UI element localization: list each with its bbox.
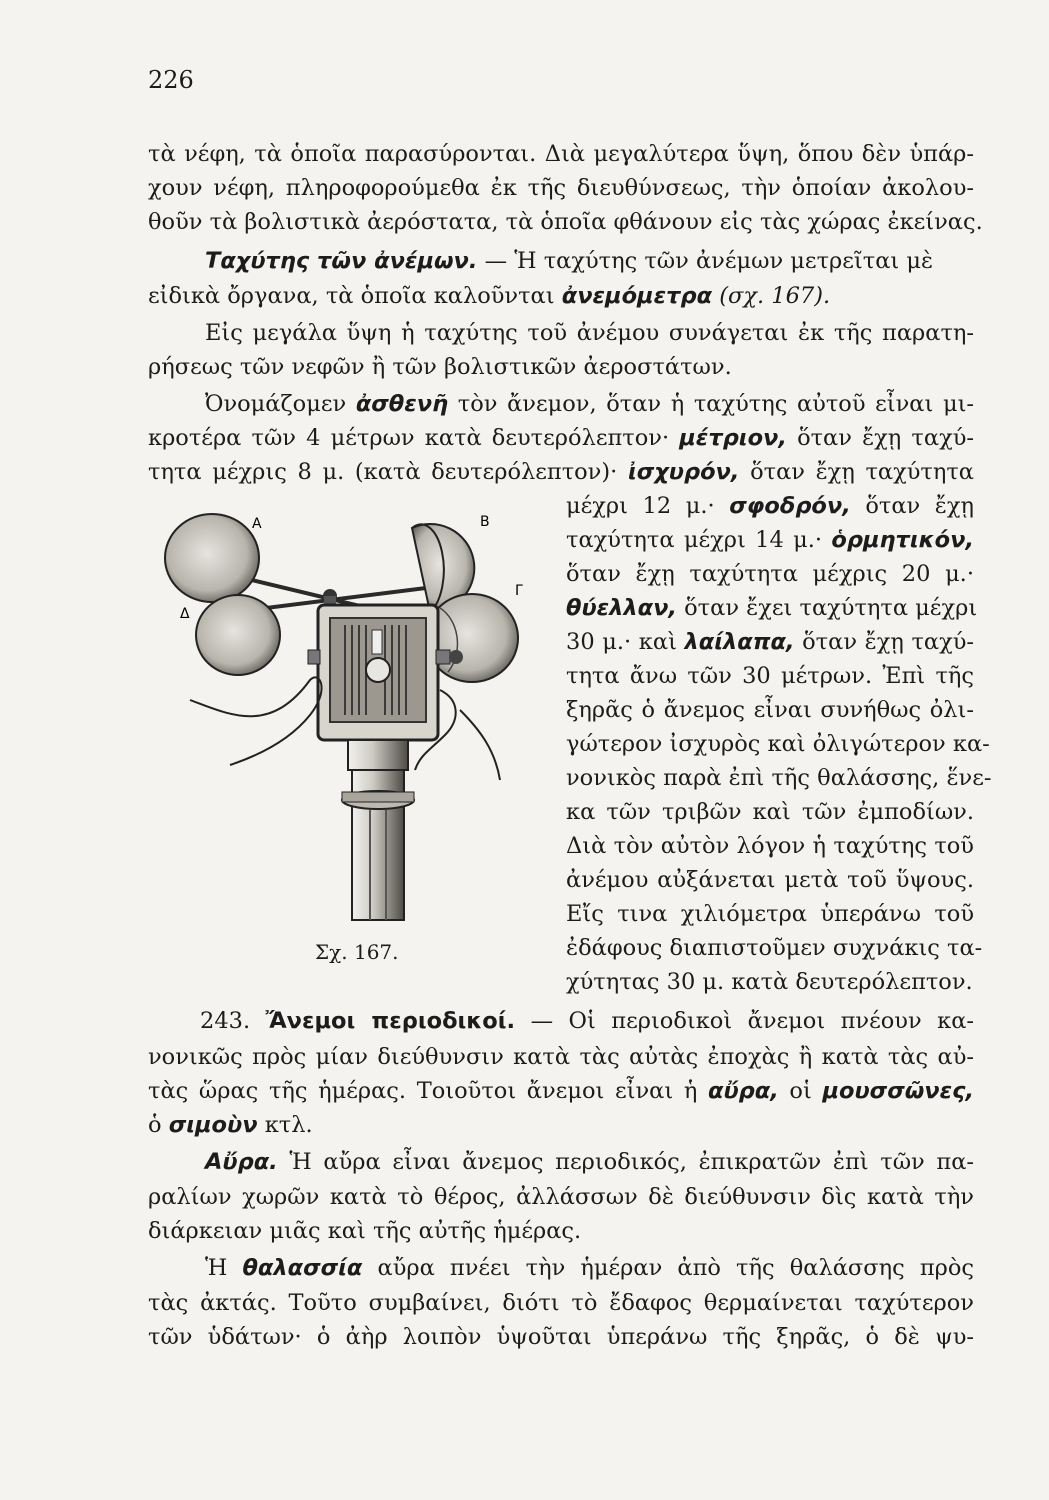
hand-outline (190, 677, 322, 765)
text-span: τὰς ὥρας τῆς ἡμέρας. Τοιοῦτοι ἄνεμοι εἶναι ἡ (148, 1078, 698, 1104)
text-line (566, 525, 974, 555)
anemometer-illustration (160, 500, 560, 940)
term: λαίλαπα, (684, 629, 795, 655)
section-number: 243. (200, 1008, 251, 1034)
text-line: θοῦν τὰ βολιστικὰ ἀερόστατα, τὰ ὁποῖα φθάνουν εἰς τὰς χώρας ἐκείνας. (148, 209, 983, 235)
section-title: Ἄνεμοι περιοδικοί. (265, 1008, 516, 1034)
text-span: τὸν ἄνεμον, ὅταν ἡ ταχύτης αὐτοῦ εἶναι μι- (457, 391, 975, 417)
text-span: ὅταν ἔχει ταχύτητα μέχρι (684, 595, 978, 621)
anemometer-cup (426, 594, 518, 682)
text-line: ξηρᾶς ὁ ἄνεμος εἶναι συνήθως ὀλι- (566, 697, 974, 723)
section-title: Ταχύτης τῶν ἀνέμων. (205, 248, 478, 274)
figure-label-g: Γ (515, 583, 523, 599)
text-line (148, 1110, 974, 1140)
text-line: ἐδάφους διαπιστοῦμεν συχνάκις τα- (566, 935, 983, 961)
term: σφοδρόν, (729, 493, 851, 519)
text-span: τητα μέχρις 8 μ. (κατὰ δευτερόλεπτον)· (148, 459, 618, 485)
text-line: γώτερον ἰσχυρὸς καὶ ὀλιγώτερον κα- (566, 731, 990, 757)
text-line (205, 1253, 974, 1283)
term: ἀσθενῆ (355, 391, 449, 417)
text-span: 30 μ.· καὶ (566, 629, 677, 655)
text-span: κτλ. (264, 1112, 313, 1138)
text-span: ὅταν ἔχῃ (865, 493, 974, 519)
text-line (205, 246, 974, 276)
term: μουσσῶνες, (822, 1078, 975, 1104)
text-line (148, 423, 974, 453)
text-span: Ἡ αὔρα εἶναι ἄνεμος περιοδικός, ἐπικρατῶν ἐπὶ τῶν πα- (289, 1149, 974, 1175)
text-line: κα τῶν τριβῶν καὶ τῶν ἐμποδίων. (566, 799, 974, 825)
text-line (205, 1147, 974, 1177)
term: θαλασσία (242, 1255, 363, 1281)
term: σιμοὺν (168, 1112, 258, 1138)
figure-label-a: Α (252, 516, 262, 532)
text-span: — Οἱ περιοδικοὶ ἄνεμοι πνέουν κα- (530, 1008, 974, 1034)
text-line: τητα ἄνω τῶν 30 μέτρων. Ἐπὶ τῆς (566, 663, 974, 689)
text-line (566, 627, 974, 657)
term: ὁρμητικόν, (831, 527, 974, 553)
text-span: ὅταν ἔχῃ ταχύ- (802, 629, 975, 655)
text-span: — Ἡ ταχύτης τῶν ἀνέμων μετρεῖται μὲ (484, 248, 934, 274)
term: ἀνεμόμετρα (561, 283, 713, 309)
figure-label-b: Β (480, 514, 490, 530)
text-line: Διὰ τὸν αὐτὸν λόγον ἡ ταχύτης τοῦ (566, 833, 974, 859)
text-line: ρήσεως τῶν νεφῶν ἢ τῶν βολιστικῶν ἀεροστάτων. (148, 354, 732, 380)
text-span: κροτέρα τῶν 4 μέτρων κατὰ δευτερόλεπτον· (148, 425, 670, 451)
text-line (148, 281, 974, 311)
term: μέτριον, (679, 425, 787, 451)
term: ἰσχυρόν, (627, 459, 740, 485)
text-line (566, 593, 978, 623)
text-line: τὰ νέφη, τὰ ὁποῖα παρασύρονται. Διὰ μεγαλύτερα ὕψη, ὅπου δὲν ὑπάρ- (148, 141, 974, 167)
text-line: ὅταν ἔχῃ ταχύτητα μέχρις 20 μ.· (566, 561, 974, 587)
figure-caption: Σχ. 167. (315, 940, 399, 964)
text-line: χουν νέφη, πληροφορούμεθα ἐκ τῆς διευθύνσεως, τὴν ὁποίαν ἀκολου- (148, 175, 974, 201)
section-title: Αὔρα. (205, 1149, 278, 1175)
text-line: Εἰς μεγάλα ὕψη ἡ ταχύτης τοῦ ἀνέμου συνάγεται ἐκ τῆς παρατη- (205, 320, 974, 346)
anemometer-cup (165, 514, 259, 602)
text-span: εἰδικὰ ὄργανα, τὰ ὁποῖα καλοῦνται (148, 283, 555, 309)
text-line: τὰς ἀκτάς. Τοῦτο συμβαίνει, διότι τὸ ἔδαφος θερμαίνεται ταχύτερον (148, 1290, 974, 1316)
text-line (566, 491, 974, 521)
figure-label-d: Δ (180, 606, 190, 622)
text-line: ἀνέμου αὐξάνεται μετὰ τοῦ ὕψους. (566, 867, 974, 893)
text-line (148, 1076, 974, 1106)
text-span: ταχύτητα μέχρι 14 μ.· (566, 527, 823, 553)
text-line: χύτητας 30 μ. κατὰ δευτερόλεπτον. (566, 969, 973, 995)
page-number: 226 (148, 66, 194, 94)
text-line: νονικῶς πρὸς μίαν διεύθυνσιν κατὰ τὰς αὐτὰς ἐποχὰς ἢ κατὰ τὰς αὐ- (148, 1044, 974, 1070)
text-line: τῶν ὑδάτων· ὁ ἀὴρ λοιπὸν ὑψοῦται ὑπεράνω τῆς ξηρᾶς, ὁ δὲ ψυ- (148, 1324, 974, 1350)
text-line (205, 389, 974, 419)
text-span: Ὀνομάζομεν (205, 391, 347, 417)
text-span: ὅταν ἔχῃ ταχύ- (797, 425, 974, 451)
term: θύελλαν, (566, 595, 677, 621)
figure-reference: (σχ. 167). (719, 283, 831, 309)
text-span: μέχρι 12 μ.· (566, 493, 715, 519)
text-line: διάρκειαν μιᾶς καὶ τῆς αὐτῆς ἡμέρας. (148, 1218, 582, 1244)
text-line: ραλίων χωρῶν κατὰ τὸ θέρος, ἀλλάσσων δὲ διεύθυνσιν δὶς κατὰ τὴν (148, 1184, 974, 1210)
term: αὔρα, (707, 1078, 779, 1104)
text-line: Εἴς τινα χιλιόμετρα ὑπεράνω τοῦ (566, 901, 974, 927)
text-line: νονικὸς παρὰ ἐπὶ τῆς θαλάσσης, ἕνε- (566, 765, 992, 791)
text-span: αὔρα πνέει τὴν ἡμέραν ἀπὸ τῆς θαλάσσης πρὸς (377, 1255, 975, 1281)
text-line (148, 1006, 974, 1036)
anemometer-cup (196, 595, 280, 675)
dial (366, 658, 390, 682)
text-span: οἱ (789, 1078, 812, 1104)
text-line (148, 457, 974, 487)
text-span: ὅταν ἔχῃ ταχύτητα (750, 459, 974, 485)
text-span: ὁ (148, 1112, 162, 1138)
text-span: Ἡ (205, 1255, 228, 1281)
